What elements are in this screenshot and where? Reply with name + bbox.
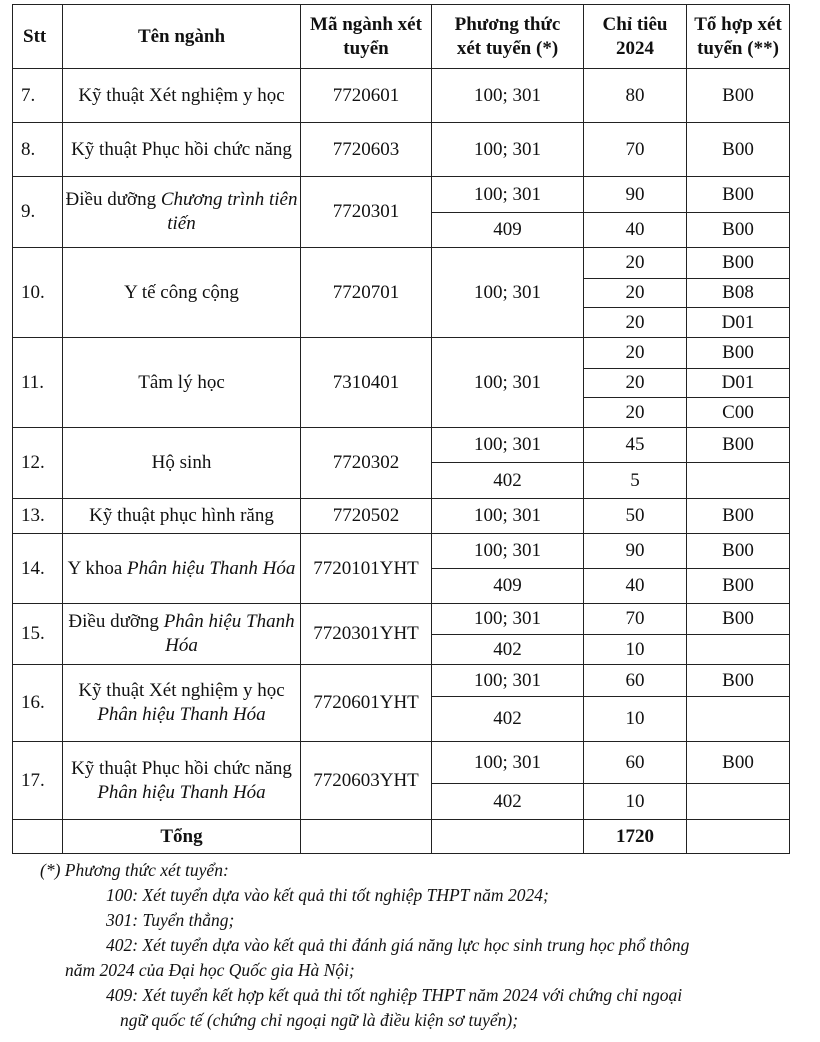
row-code: 7720701 xyxy=(301,248,432,338)
row-stt: 11. xyxy=(13,338,63,428)
note-title: (*) Phương thức xét tuyển: xyxy=(40,860,229,880)
footnotes xyxy=(40,858,800,1033)
row-quota: 60 xyxy=(584,665,687,697)
row-quota: 20 xyxy=(584,248,687,279)
row-quota: 20 xyxy=(584,338,687,369)
table-row xyxy=(13,69,790,123)
row-combo: B00 xyxy=(687,69,790,123)
row-quota: 70 xyxy=(584,123,687,177)
header-stt: Stt xyxy=(13,5,63,69)
row-combo: B00 xyxy=(687,338,790,369)
note-402-line2: năm 2024 của Đại học Quốc gia Hà Nội; xyxy=(65,960,355,980)
row-quota: 5 xyxy=(584,463,687,499)
table-row xyxy=(13,338,790,369)
row-code: 7720603YHT xyxy=(301,742,432,820)
row-combo: B00 xyxy=(687,604,790,635)
total-empty xyxy=(687,820,790,854)
row-quota: 20 xyxy=(584,279,687,308)
table-row xyxy=(13,604,790,635)
row-name: Kỹ thuật Phục hồi chức năng xyxy=(63,123,301,177)
row-combo: B00 xyxy=(687,665,790,697)
row-quota: 70 xyxy=(584,604,687,635)
row-quota: 20 xyxy=(584,398,687,428)
row-code: 7720301 xyxy=(301,177,432,248)
table-row xyxy=(13,742,790,784)
row-name: Điều dưỡng Phân hiệu Thanh Hóa xyxy=(63,604,301,665)
row-name: Kỹ thuật Xét nghiệm y học xyxy=(63,69,301,123)
header-ma-nganh: Mã ngành xét tuyển xyxy=(301,5,432,69)
row-combo: B08 xyxy=(687,279,790,308)
row-quota: 10 xyxy=(584,784,687,820)
row-method: 100; 301 xyxy=(432,742,584,784)
row-code: 7310401 xyxy=(301,338,432,428)
row-method: 100; 301 xyxy=(432,499,584,534)
note-100: 100: Xét tuyển dựa vào kết quả thi tốt nghiệp THPT năm 2024; xyxy=(106,885,549,905)
row-combo: D01 xyxy=(687,369,790,398)
row-quota: 90 xyxy=(584,177,687,213)
note-409-line2: ngữ quốc tế (chứng chỉ ngoại ngữ là điều kiện sơ tuyển); xyxy=(120,1010,519,1030)
row-name: Hộ sinh xyxy=(63,428,301,499)
row-method: 100; 301 xyxy=(432,69,584,123)
row-combo: B00 xyxy=(687,499,790,534)
row-combo: B00 xyxy=(687,534,790,569)
row-combo: C00 xyxy=(687,398,790,428)
row-method: 100; 301 xyxy=(432,177,584,213)
row-stt: 7. xyxy=(13,69,63,123)
row-code: 7720301YHT xyxy=(301,604,432,665)
row-method: 100; 301 xyxy=(432,604,584,635)
header-to-hop: Tổ hợp xét tuyển (**) xyxy=(687,5,790,69)
row-combo: B00 xyxy=(687,123,790,177)
total-empty xyxy=(432,820,584,854)
row-quota: 20 xyxy=(584,369,687,398)
header-ten-nganh: Tên ngành xyxy=(63,5,301,69)
row-method: 402 xyxy=(432,784,584,820)
table-row xyxy=(13,177,790,213)
row-combo xyxy=(687,635,790,665)
table-header-row xyxy=(13,5,790,69)
row-name: Điều dưỡng Chương trình tiên tiến xyxy=(63,177,301,248)
note-301: 301: Tuyển thẳng; xyxy=(106,910,235,930)
row-combo: B00 xyxy=(687,428,790,463)
row-stt: 9. xyxy=(13,177,63,248)
row-quota: 50 xyxy=(584,499,687,534)
row-quota: 20 xyxy=(584,308,687,338)
row-name: Kỹ thuật Xét nghiệm y học Phân hiệu Thanh Hóa xyxy=(63,665,301,742)
row-name: Kỹ thuật phục hình răng xyxy=(63,499,301,534)
row-code: 7720502 xyxy=(301,499,432,534)
total-row xyxy=(13,820,790,854)
row-method: 100; 301 xyxy=(432,123,584,177)
table-row xyxy=(13,665,790,697)
header-phuong-thuc: Phương thức xét tuyển (*) xyxy=(432,5,584,69)
row-method: 100; 301 xyxy=(432,248,584,338)
row-code: 7720603 xyxy=(301,123,432,177)
total-label: Tổng xyxy=(63,820,301,854)
total-empty xyxy=(13,820,63,854)
note-402-line1: 402: Xét tuyển dựa vào kết quả thi đánh giá năng lực học sinh trung học phổ thông xyxy=(106,935,690,955)
table-row xyxy=(13,534,790,569)
row-method: 409 xyxy=(432,569,584,604)
table-row xyxy=(13,499,790,534)
row-name: Kỹ thuật Phục hồi chức năng Phân hiệu Thanh Hóa xyxy=(63,742,301,820)
row-combo: B00 xyxy=(687,213,790,248)
row-method: 100; 301 xyxy=(432,665,584,697)
row-code: 7720302 xyxy=(301,428,432,499)
row-stt: 17. xyxy=(13,742,63,820)
row-quota: 40 xyxy=(584,569,687,604)
header-chi-tieu: Chỉ tiêu 2024 xyxy=(584,5,687,69)
row-combo: B00 xyxy=(687,569,790,604)
row-method: 100; 301 xyxy=(432,338,584,428)
row-code: 7720601 xyxy=(301,69,432,123)
row-code: 7720601YHT xyxy=(301,665,432,742)
row-quota: 10 xyxy=(584,697,687,742)
row-method: 100; 301 xyxy=(432,534,584,569)
note-409-line1: 409: Xét tuyển kết hợp kết quả thi tốt nghiệp THPT năm 2024 với chứng chỉ ngoại xyxy=(106,985,683,1005)
row-stt: 16. xyxy=(13,665,63,742)
row-quota: 40 xyxy=(584,213,687,248)
row-name: Tâm lý học xyxy=(63,338,301,428)
total-value: 1720 xyxy=(584,820,687,854)
row-combo: B00 xyxy=(687,742,790,784)
row-method: 100; 301 xyxy=(432,428,584,463)
row-stt: 14. xyxy=(13,534,63,604)
row-stt: 15. xyxy=(13,604,63,665)
row-stt: 12. xyxy=(13,428,63,499)
row-combo xyxy=(687,463,790,499)
row-stt: 13. xyxy=(13,499,63,534)
row-method: 402 xyxy=(432,463,584,499)
row-stt: 8. xyxy=(13,123,63,177)
row-combo: D01 xyxy=(687,308,790,338)
row-name: Y khoa Phân hiệu Thanh Hóa xyxy=(63,534,301,604)
row-quota: 60 xyxy=(584,742,687,784)
total-empty xyxy=(301,820,432,854)
row-stt: 10. xyxy=(13,248,63,338)
row-method: 402 xyxy=(432,635,584,665)
table-row xyxy=(13,248,790,279)
row-method: 402 xyxy=(432,697,584,742)
table-row xyxy=(13,428,790,463)
row-combo: B00 xyxy=(687,177,790,213)
row-combo xyxy=(687,784,790,820)
table-row xyxy=(13,123,790,177)
admission-table xyxy=(12,4,790,854)
row-name: Y tế công cộng xyxy=(63,248,301,338)
row-method: 409 xyxy=(432,213,584,248)
row-quota: 45 xyxy=(584,428,687,463)
row-quota: 80 xyxy=(584,69,687,123)
row-combo xyxy=(687,697,790,742)
row-combo: B00 xyxy=(687,248,790,279)
row-code: 7720101YHT xyxy=(301,534,432,604)
row-quota: 10 xyxy=(584,635,687,665)
row-quota: 90 xyxy=(584,534,687,569)
